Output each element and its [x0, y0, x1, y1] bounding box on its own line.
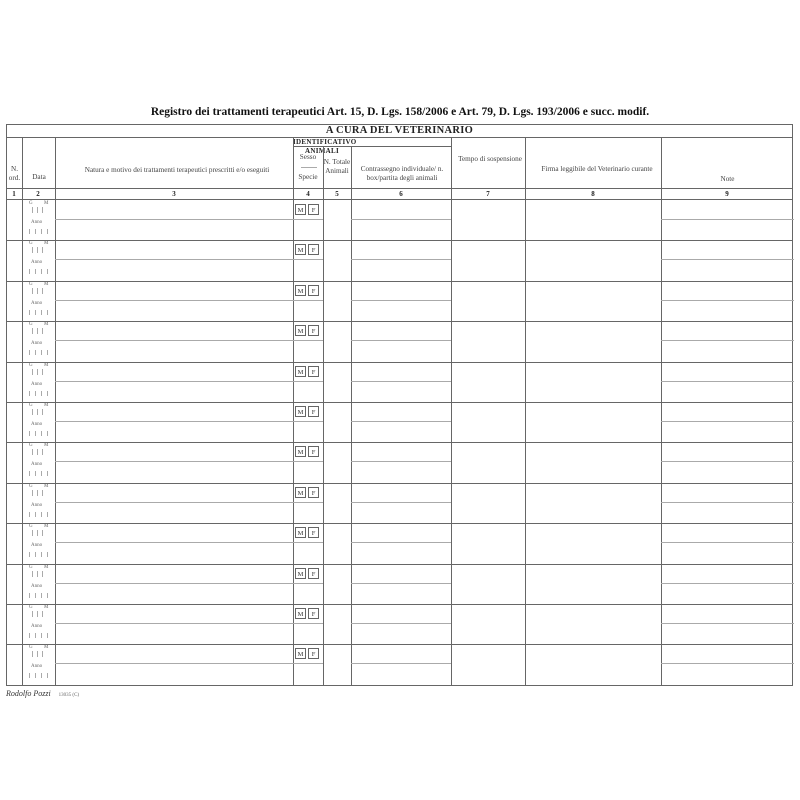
month-label: M [44, 443, 49, 449]
sex-male-checkbox[interactable]: M [295, 244, 306, 255]
day-label: G [29, 605, 33, 610]
day-label: G [29, 241, 33, 247]
day-label: G [29, 524, 33, 530]
column-number: 9 [725, 190, 729, 198]
header-tempo: Tempo di sospensione [458, 155, 522, 163]
form-code: 13035 (C) [58, 693, 80, 698]
sex-female-checkbox[interactable]: F [308, 325, 319, 336]
month-label: M [44, 403, 49, 408]
sex-male-checkbox[interactable]: M [295, 285, 306, 296]
column-number: 1 [12, 190, 16, 198]
sex-male-checkbox[interactable]: M [295, 204, 306, 215]
month-label: M [44, 281, 49, 287]
day-label: G [29, 483, 33, 489]
sex-male-checkbox[interactable]: M [295, 446, 306, 457]
column-number: 4 [306, 190, 310, 198]
month-label: M [44, 564, 49, 570]
year-label: Anno [31, 664, 43, 670]
year-label: Anno [31, 260, 43, 266]
footer [6, 689, 79, 698]
sex-female-checkbox[interactable]: F [308, 366, 319, 377]
column-number: 3 [172, 190, 176, 198]
sex-female-checkbox[interactable]: F [308, 204, 319, 215]
sex-female-checkbox[interactable]: F [308, 487, 319, 498]
sex-male-checkbox[interactable]: M [295, 568, 306, 579]
sex-male-checkbox[interactable]: M [295, 527, 306, 538]
register-form [6, 124, 793, 686]
month-label: M [44, 483, 49, 489]
sex-female-checkbox[interactable]: F [308, 285, 319, 296]
day-label: G [29, 201, 33, 206]
section-title: A CURA DEL VETERINARIO [7, 125, 792, 138]
year-label: Anno [31, 381, 43, 387]
day-label: G [29, 443, 33, 449]
header-note: Note [720, 175, 735, 183]
column-number: 7 [486, 190, 490, 198]
year-label: Anno [31, 300, 43, 306]
day-label: G [29, 403, 33, 408]
header-sesso: Sesso [299, 153, 317, 161]
month-label: M [44, 241, 49, 247]
month-label: M [44, 524, 49, 530]
column-number: 5 [335, 190, 339, 198]
year-label: Anno [31, 583, 43, 589]
header-data: Data [32, 173, 46, 181]
month-label: M [44, 362, 49, 368]
month-label: M [44, 201, 49, 206]
sex-male-checkbox[interactable]: M [295, 487, 306, 498]
month-label: M [44, 322, 49, 328]
day-label: G [29, 281, 33, 287]
header-specie: Specie [298, 173, 318, 181]
year-label: Anno [31, 341, 43, 347]
subgroup-title: IDENTIFICATIVO ANIMALI [293, 138, 357, 155]
month-label: M [44, 605, 49, 610]
sex-male-checkbox[interactable]: M [295, 608, 306, 619]
sex-female-checkbox[interactable]: F [308, 527, 319, 538]
sex-male-checkbox[interactable]: M [295, 325, 306, 336]
header-contrassegno: Contrassegno individuale/ n. box/partita degli animali [360, 165, 444, 182]
year-label: Anno [31, 220, 43, 225]
column-number: 8 [591, 190, 595, 198]
sex-female-checkbox[interactable]: F [308, 648, 319, 659]
year-label: Anno [31, 462, 43, 468]
day-label: G [29, 362, 33, 368]
page-title: Registro dei trattamenti terapeutici Art. 15, D. Lgs. 158/2006 e Art. 79, D. Lgs. 193/2006 e succ. modif. [150, 106, 650, 118]
header-natura: Natura e motivo dei trattamenti terapeutici prescritti e/o eseguiti [84, 166, 270, 174]
year-label: Anno [31, 543, 43, 549]
sex-female-checkbox[interactable]: F [308, 244, 319, 255]
year-label: Anno [31, 422, 43, 427]
header-ntotale: N. Totale Animali [323, 158, 351, 175]
sex-female-checkbox[interactable]: F [308, 568, 319, 579]
sex-male-checkbox[interactable]: M [295, 366, 306, 377]
sex-female-checkbox[interactable]: F [308, 446, 319, 457]
column-number: 6 [399, 190, 403, 198]
column-number: 2 [36, 190, 40, 198]
header-nord: N. ord. [8, 165, 21, 182]
sex-male-checkbox[interactable]: M [295, 406, 306, 417]
sex-female-checkbox[interactable]: F [308, 608, 319, 619]
sex-male-checkbox[interactable]: M [295, 648, 306, 659]
day-label: G [29, 645, 33, 651]
day-label: G [29, 564, 33, 570]
year-label: Anno [31, 624, 43, 629]
year-label: Anno [31, 502, 43, 508]
sex-female-checkbox[interactable]: F [308, 406, 319, 417]
publisher-logo: Rodolfo Pozzi [6, 689, 51, 698]
header-firma: Firma leggibile del Veterinario curante [541, 165, 653, 173]
day-label: G [29, 322, 33, 328]
month-label: M [44, 645, 49, 651]
